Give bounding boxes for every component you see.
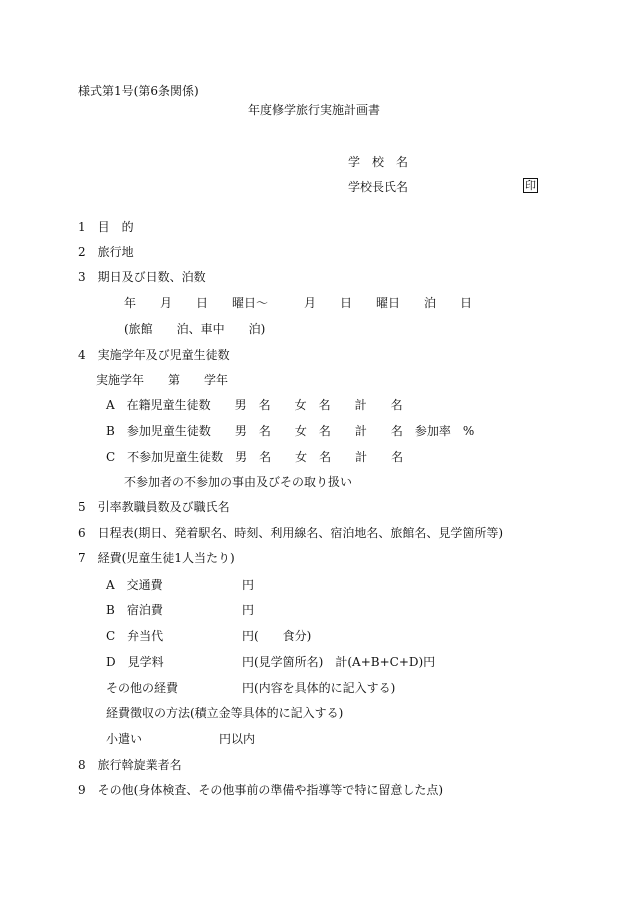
participating-count: B 参加児童生徒数 男 名 女 名 計 名 参加率 %: [106, 424, 475, 438]
lunch-fee-value: 円( 食分): [242, 629, 312, 643]
item-expenses: 7 経費(児童生徒1人当たり): [78, 551, 235, 565]
other-expenses-value: 円(内容を具体的に記入する): [242, 681, 396, 695]
item-itinerary: 6 日程表(期日、発着駅名、時刻、利用線名、宿泊地名、旅館名、見学箇所等): [78, 526, 504, 540]
pocket-money-value: 円以内: [219, 732, 256, 746]
item-destination: 2 旅行地: [78, 245, 134, 259]
item-grade-count: 4 実施学年及び児童生徒数: [78, 348, 230, 362]
lodging-fee-label: B 宿泊費: [106, 603, 163, 617]
seal-box: 印: [525, 179, 536, 192]
item-other: 9 その他(身体検査、その他事前の準備や指導等で特に留意した点): [78, 783, 444, 797]
fee-collection-method: 経費徴収の方法(積立金等具体的に記入する): [106, 706, 344, 720]
item-dates: 3 期日及び日数、泊数: [78, 270, 206, 284]
grade-line: 実施学年 第 学年: [96, 373, 229, 387]
dates-line: 年 月 日 曜日～ 月 日 曜日 泊 日: [124, 296, 473, 310]
admission-fee-value: 円(見学箇所名) 計(A+B+C+D)円: [242, 655, 436, 669]
admission-fee-label: D 見学料: [106, 655, 164, 669]
item-chaperones: 5 引率教職員数及び職氏名: [78, 500, 230, 514]
item-purpose: 1 目 的: [78, 220, 134, 234]
document-title: 年度修学旅行実施計画書: [248, 103, 381, 117]
principal-name-label: 学校長氏名: [348, 180, 409, 194]
other-expenses-label: その他の経費: [106, 681, 179, 695]
enrolled-count: A 在籍児童生徒数 男 名 女 名 計 名: [106, 398, 403, 412]
nonparticipating-count: C 不参加児童生徒数 男 名 女 名 計 名: [106, 450, 404, 464]
nonparticipation-note: 不参加者の不参加の事由及びその取り扱い: [124, 475, 353, 489]
lunch-fee-label: C 弁当代: [106, 629, 164, 643]
item-travel-agency: 8 旅行斡旋業者名: [78, 758, 182, 772]
lodging-fee-value: 円: [242, 603, 255, 617]
transport-fee-value: 円: [242, 578, 255, 592]
transport-fee-label: A 交通費: [106, 578, 163, 592]
form-number: 様式第1号(第6条関係): [78, 84, 199, 98]
school-name-label: 学 校 名: [348, 155, 409, 169]
nights-line: (旅館 泊、車中 泊): [124, 322, 266, 336]
pocket-money-label: 小遣い: [106, 732, 143, 746]
